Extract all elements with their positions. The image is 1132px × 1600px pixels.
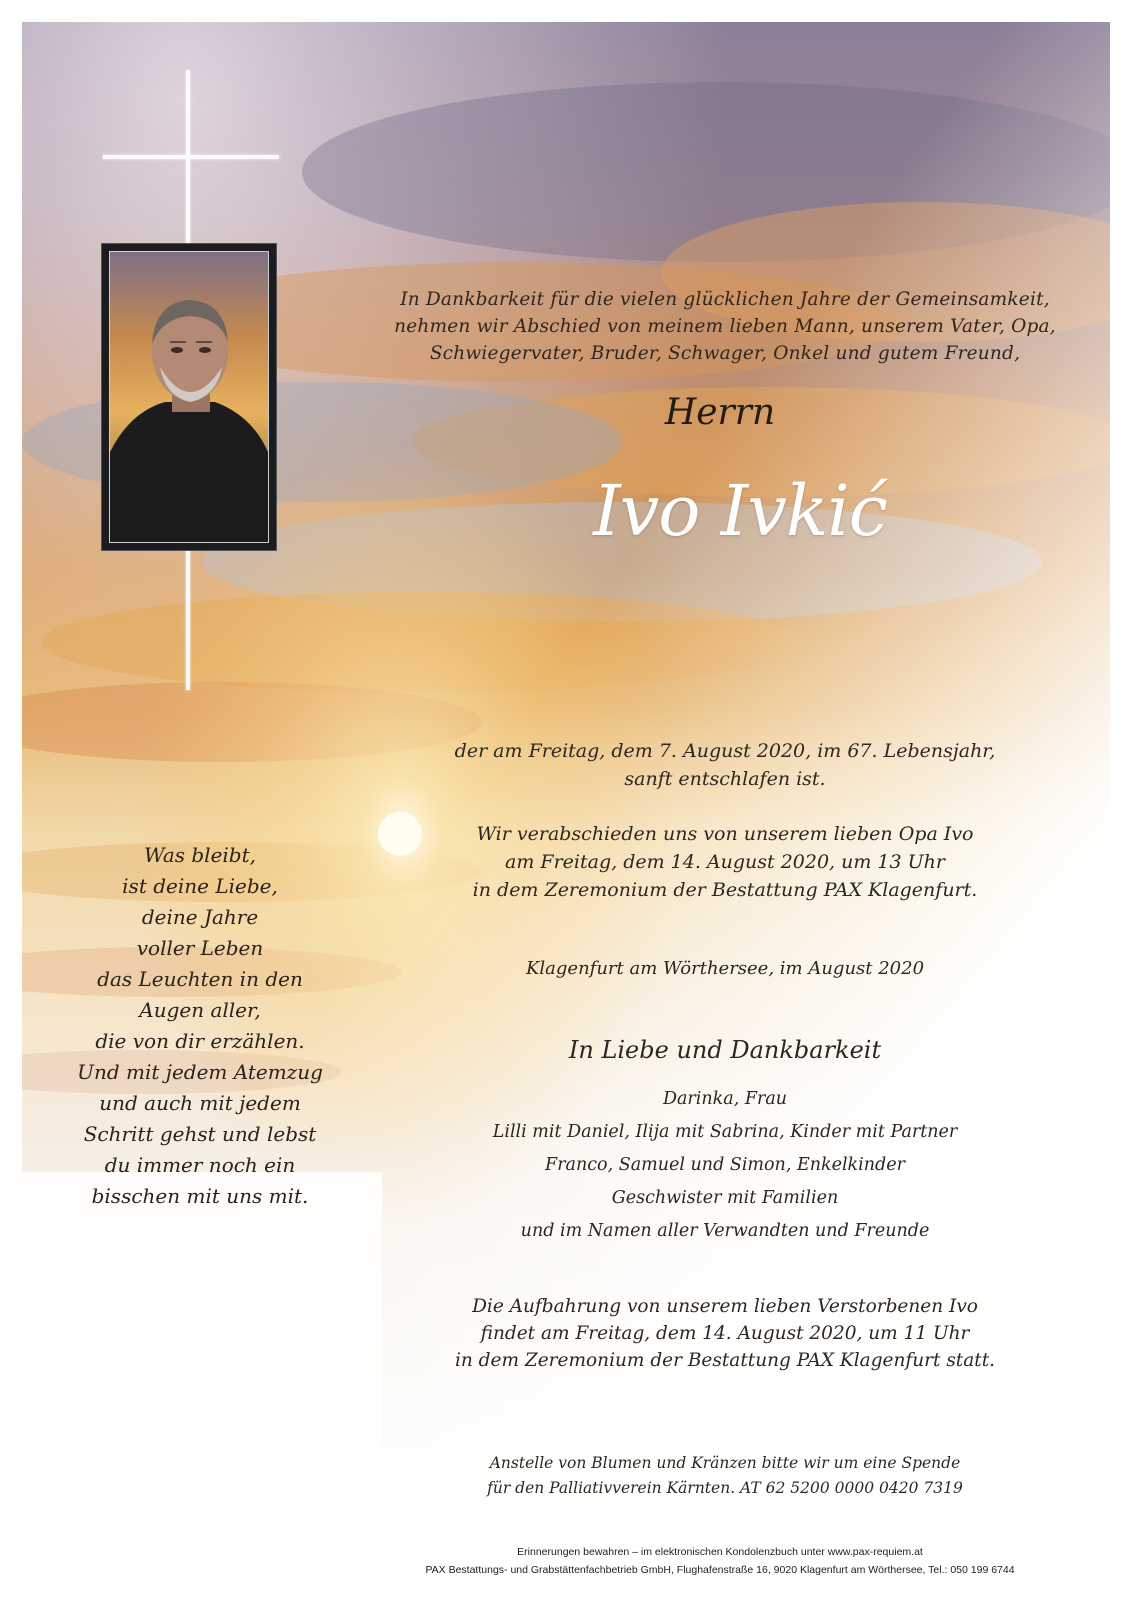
death-notice [380,737,1070,793]
footer [300,1543,1132,1579]
poem-line: die von dir erzählen. [95,1029,305,1053]
poem-line: das Leuchten in den [97,967,303,991]
portrait-photo [101,243,277,551]
poem-line: du immer noch ein [104,1153,296,1177]
intro-line: In Dankbarkeit für die vielen glücklichen Jahre der Gemeinsamkeit, [400,289,1050,310]
mourner-line: und im Namen aller Verwandten und Freunde [520,1221,930,1241]
poem-line: ist deine Liebe, [122,874,278,898]
death-line: sanft entschlafen ist. [624,768,826,790]
poem-line: Schritt gehst und lebst [83,1122,317,1146]
farewell-line: Wir verabschieden uns von unserem lieben Opa Ivo [476,823,974,845]
place-date: Klagenfurt am Wörthersee, im August 2020 [525,958,925,979]
mourner-line: Darinka, Frau [662,1089,788,1109]
donation-line: für den Palliativverein Kärnten. AT 62 5200 0000 0420 7319 [487,1479,963,1497]
poem-line: bisschen mit uns mit. [91,1184,309,1208]
mourner-line: Lilli mit Daniel, Ilija mit Sabrina, Kinder mit Partner [492,1122,958,1142]
mourner-line: Geschwister mit Familien [611,1188,839,1208]
footer-line-company: PAX Bestattungs- und Grabstättenfachbetrieb GmbH, Flughafenstraße 16, 9020 Klagenfurt am Wörthersee, Tel.: 050 199 6744 [425,1564,1015,1576]
footer-line-kondolenzbuch: Erinnerungen bewahren – im elektronischen Kondolenzbuch unter www.pax-requiem.at [517,1546,923,1558]
intro-line: Schwiegervater, Bruder, Schwager, Onkel und gutem Freund, [429,343,1021,364]
donation-request [380,1451,1070,1501]
poem-line: Und mit jedem Atemzug [77,1060,323,1084]
cross-horizontal-beam [103,155,279,159]
portrait-image [109,251,269,543]
mourners-list [380,1083,1070,1248]
poem-line: Was bleibt, [144,843,256,867]
deceased-name: Ivo Ivkić [593,470,887,552]
farewell-notice [380,820,1070,904]
death-line: der am Freitag, dem 7. August 2020, im 67. Lebensjahr, [454,740,996,762]
poem-line: Augen aller, [139,998,261,1022]
viewing-line: in dem Zeremonium der Bestattung PAX Klagenfurt statt. [454,1350,996,1371]
intro-line: nehmen wir Abschied von meinem lieben Mann, unserem Vater, Opa, [394,316,1056,337]
farewell-line: am Freitag, dem 14. August 2020, um 13 Uhr [505,851,945,873]
poem-line: deine Jahre [141,905,259,929]
honorific-title: Herrn [664,392,776,433]
intro-text [380,286,1070,367]
poem-line: voller Leben [136,936,264,960]
donation-line: Anstelle von Blumen und Kränzen bitte wir um eine Spende [489,1454,961,1472]
viewing-notice [380,1293,1070,1374]
viewing-line: findet am Freitag, dem 14. August 2020, um 11 Uhr [480,1323,970,1344]
mourner-line: Franco, Samuel und Simon, Enkelkinder [545,1155,905,1175]
viewing-line: Die Aufbahrung von unserem lieben Verstorbenen Ivo [472,1296,978,1317]
poem-line: und auch mit jedem [99,1091,301,1115]
love-heading: In Liebe und Dankbarkeit [568,1036,882,1064]
farewell-line: in dem Zeremonium der Bestattung PAX Klagenfurt. [472,879,978,901]
memorial-poem [40,840,360,1212]
